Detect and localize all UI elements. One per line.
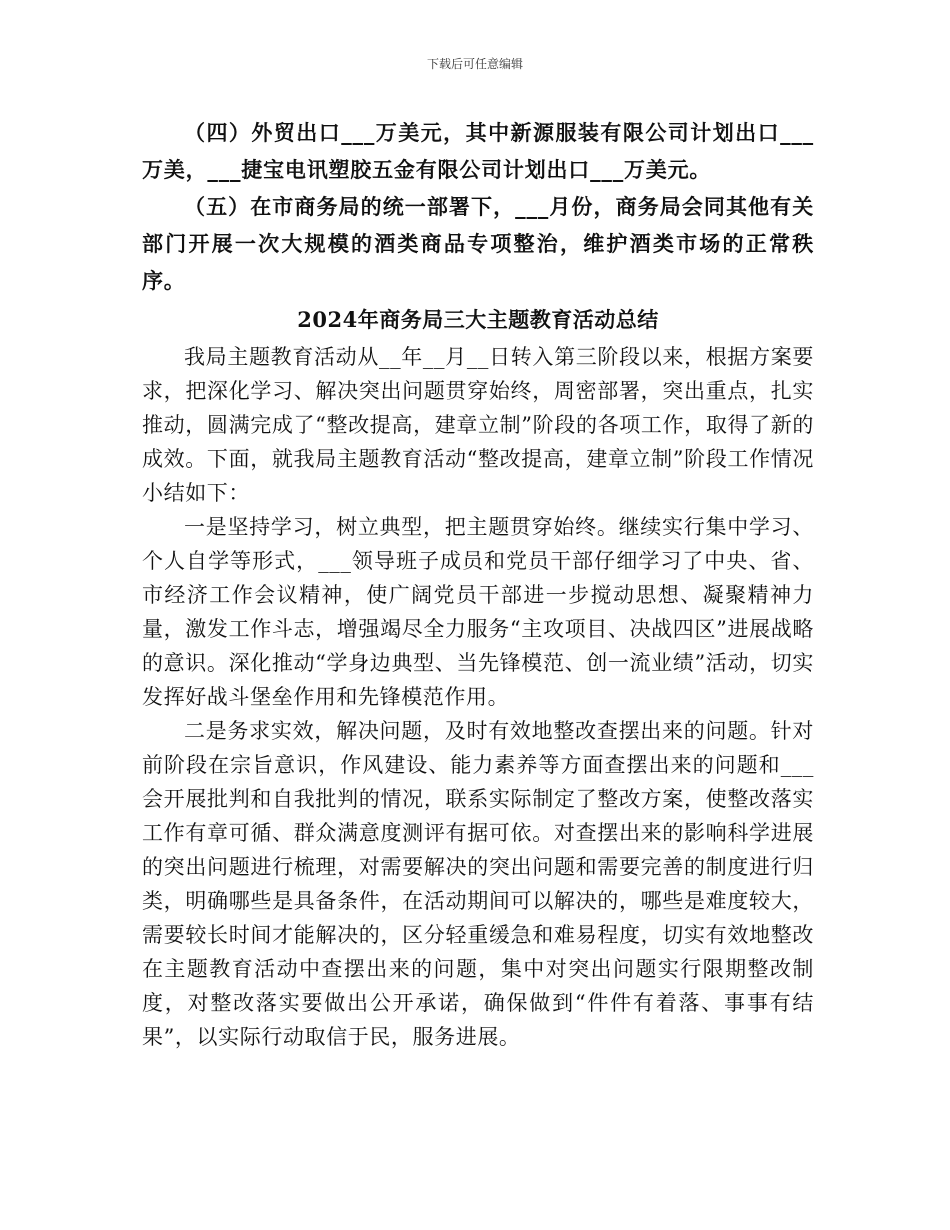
list-item-4: （四）外贸出口___万美元，其中新源服装有限公司计划出口___万美，___捷宝电讯塑胶五金有限公司计划出口___万美元。: [142, 120, 814, 182]
intro-paragraph: 我局主题教育活动从__年__月__日转入第三阶段以来，根据方案要求，把深化学习、解决突出问题贯穿始终，周密部署，突出重点，扎实推动，圆满完成了“整改提高，建章立制”阶段的各项工作，取得了新的成效。下面，就我局主题教育活动“整改提高，建章立制”阶段工作情况小结如下：: [142, 345, 814, 505]
paragraph-point-one: 一是坚持学习，树立典型，把主题贯穿始终。继续实行集中学习、个人自学等形式，___领导班子成员和党员干部仔细学习了中央、省、市经济工作会议精神，使广阔党员干部进一步搅动思想、凝聚精神力量，激发工作斗志，增强竭尽全力服务“主攻项目、决战四区”进展战略的意识。深化推动“学身边典型、当先锋模范、创一流业绩”活动，切实发挥好战斗堡垒作用和先锋模范作用。: [142, 515, 814, 709]
paragraph-point-two: 二是务求实效，解决问题，及时有效地整改查摆出来的问题。针对前阶段在宗旨意识，作风建设、能力素养等方面查摆出来的问题和___会开展批判和自我批判的情况，联系实际制定了整改方案，使整改落实工作有章可循、群众满意度测评有据可依。对查摆出来的影响科学进展的突出问题进行梳理，对需要解决的突出问题和需要完善的制度进行归类，明确哪些是具备条件，在活动期间可以解决的，哪些是难度较大，需要较长时间才能解决的，区分轻重缓急和难易程度，切实有效地整改在主题教育活动中查摆出来的问题，集中对突出问题实行限期整改制度，对整改落实要做出公开承诺，确保做到“件件有着落、事事有结果”，以实际行动取信于民，服务进展。: [142, 719, 814, 1049]
header-note: 下载后可任意编辑: [426, 57, 523, 71]
list-item-5: （五）在市商务局的统一部署下，___月份，商务局会同其他有关部门开展一次大规模的酒类商品专项整治，维护酒类市场的正常秩序。: [142, 194, 814, 293]
document-body: [142, 114, 814, 1054]
document-title: 2024年商务局三大主题教育活动总结: [297, 307, 659, 332]
